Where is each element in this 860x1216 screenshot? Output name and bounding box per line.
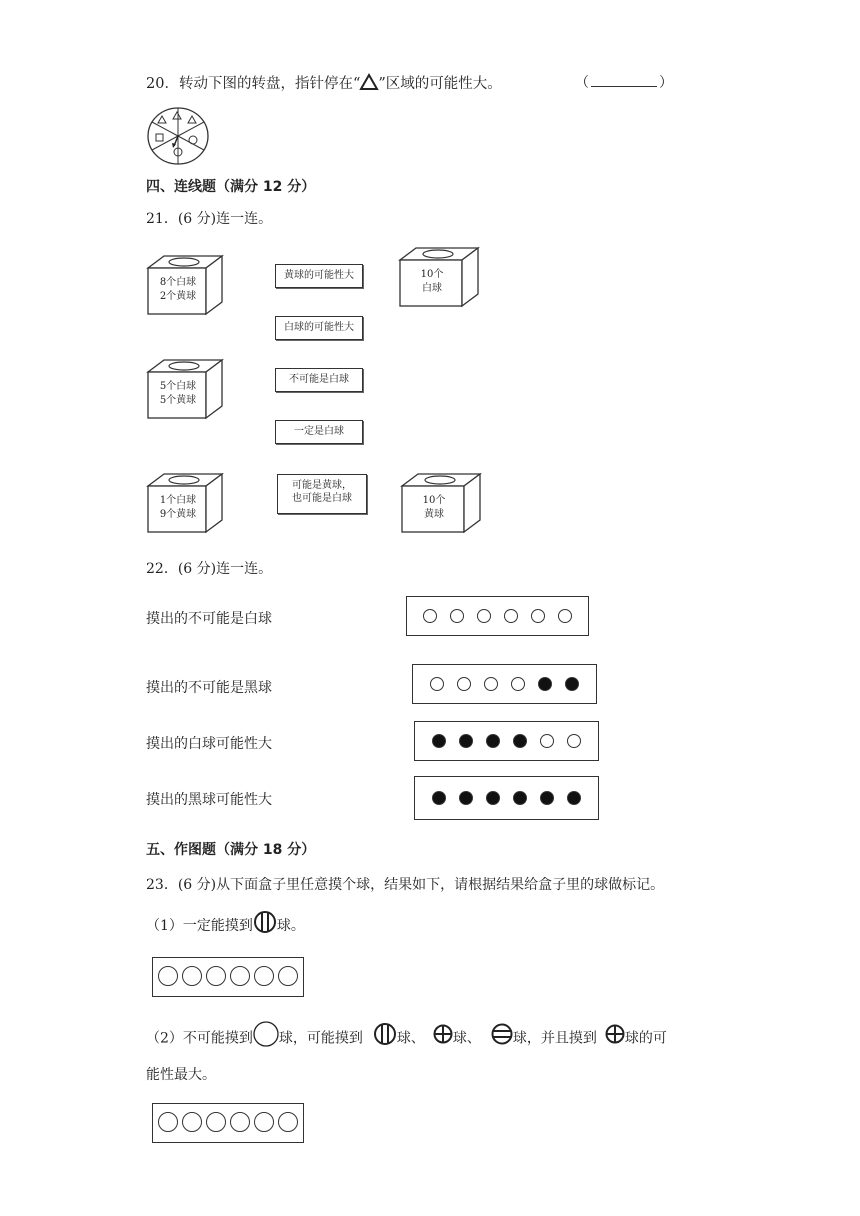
ball-row-1[interactable] bbox=[406, 596, 589, 636]
black-ball bbox=[459, 734, 473, 748]
section4-title: 四、连线题（满分 12 分） bbox=[146, 179, 316, 195]
white-ball bbox=[558, 609, 572, 623]
box-8white-2yellow: 8个白球 2个黄球 bbox=[146, 252, 226, 320]
horizontal-striped-ball-icon bbox=[491, 1023, 513, 1054]
q20-answer[interactable]: （ ） bbox=[575, 75, 673, 91]
empty-ball[interactable] bbox=[158, 966, 178, 986]
q23-part1: （1）一定能摸到 球。 bbox=[146, 910, 305, 942]
black-ball bbox=[432, 734, 446, 748]
card-maybe-yellow-or-white[interactable]: 可能是黄球， 也可能是白球 bbox=[277, 474, 367, 514]
plain-ball-icon bbox=[253, 1021, 279, 1056]
white-ball bbox=[450, 609, 464, 623]
q22-label-2[interactable]: 摸出的不可能是黑球 bbox=[146, 680, 272, 696]
white-ball bbox=[430, 677, 444, 691]
black-ball bbox=[567, 791, 581, 805]
card-yellow-more-likely[interactable]: 黄球的可能性大 bbox=[275, 264, 363, 288]
ball-row-4[interactable] bbox=[414, 776, 599, 820]
black-ball bbox=[540, 791, 554, 805]
white-ball bbox=[484, 677, 498, 691]
card-certainly-white[interactable]: 一定是白球 bbox=[275, 420, 363, 444]
box-10white: 10个 白球 bbox=[398, 244, 482, 312]
white-ball bbox=[540, 734, 554, 748]
white-ball bbox=[477, 609, 491, 623]
empty-ball[interactable] bbox=[230, 1112, 250, 1132]
q20-line bbox=[146, 72, 502, 95]
empty-ball[interactable] bbox=[254, 966, 274, 986]
black-ball bbox=[432, 791, 446, 805]
q22-label-4[interactable]: 摸出的黑球可能性大 bbox=[146, 792, 272, 808]
black-ball bbox=[538, 677, 552, 691]
box-1white-9yellow: 1个白球 9个黄球 bbox=[146, 470, 226, 538]
section5-title: 五、作图题（满分 18 分） bbox=[146, 842, 316, 858]
empty-ball[interactable] bbox=[254, 1112, 274, 1132]
black-ball bbox=[513, 791, 527, 805]
empty-ball[interactable] bbox=[278, 1112, 298, 1132]
empty-ball[interactable] bbox=[230, 966, 250, 986]
vertical-striped-ball-icon bbox=[253, 910, 277, 942]
white-ball bbox=[457, 677, 471, 691]
black-ball bbox=[513, 734, 527, 748]
q23-title: 23．(6 分)从下面盒子里任意摸个球，结果如下，请根据结果给盒子里的球做标记。 bbox=[146, 877, 665, 893]
ball-row-2[interactable] bbox=[412, 664, 597, 704]
q23-part2-line2: 能性最大。 bbox=[146, 1067, 216, 1083]
ball-box-1[interactable] bbox=[152, 957, 304, 997]
card-impossible-white[interactable]: 不可能是白球 bbox=[275, 368, 363, 392]
q21-title: 21．(6 分)连一连。 bbox=[146, 211, 273, 227]
empty-ball[interactable] bbox=[206, 1112, 226, 1132]
black-ball bbox=[459, 791, 473, 805]
empty-ball[interactable] bbox=[158, 1112, 178, 1132]
q20-text-before: 20．转动下图的转盘，指针停在“ bbox=[146, 76, 361, 92]
q22-label-3[interactable]: 摸出的白球可能性大 bbox=[146, 736, 272, 752]
empty-ball[interactable] bbox=[182, 1112, 202, 1132]
empty-ball[interactable] bbox=[206, 966, 226, 986]
white-ball bbox=[531, 609, 545, 623]
ball-row-3[interactable] bbox=[414, 721, 599, 761]
answer-blank[interactable] bbox=[591, 74, 657, 87]
empty-ball[interactable] bbox=[182, 966, 202, 986]
q22-title: 22．(6 分)连一连。 bbox=[146, 561, 273, 577]
ball-box-2[interactable] bbox=[152, 1103, 304, 1143]
black-ball bbox=[565, 677, 579, 691]
q22-label-1[interactable]: 摸出的不可能是白球 bbox=[146, 611, 272, 627]
card-white-more-likely[interactable]: 白球的可能性大 bbox=[275, 316, 363, 340]
q20-text-after: ”区域的可能性大。 bbox=[378, 76, 502, 92]
white-ball bbox=[567, 734, 581, 748]
black-ball bbox=[486, 734, 500, 748]
box-5white-5yellow: 5个白球 5个黄球 bbox=[146, 356, 226, 424]
spinner-diagram bbox=[146, 106, 210, 170]
vertical-striped-ball-icon bbox=[373, 1022, 397, 1055]
triangle-icon bbox=[360, 73, 378, 95]
white-ball bbox=[511, 677, 525, 691]
cross-ball-icon bbox=[433, 1024, 453, 1053]
empty-ball[interactable] bbox=[278, 966, 298, 986]
white-ball bbox=[423, 609, 437, 623]
black-ball bbox=[486, 791, 500, 805]
cross-ball-icon bbox=[605, 1024, 625, 1053]
q23-part2: （2）不可能摸到 球，可能摸到 球、 球、 球，并且摸到 球的可 bbox=[146, 1021, 667, 1056]
white-ball bbox=[504, 609, 518, 623]
box-10yellow: 10个 黄球 bbox=[400, 470, 484, 538]
